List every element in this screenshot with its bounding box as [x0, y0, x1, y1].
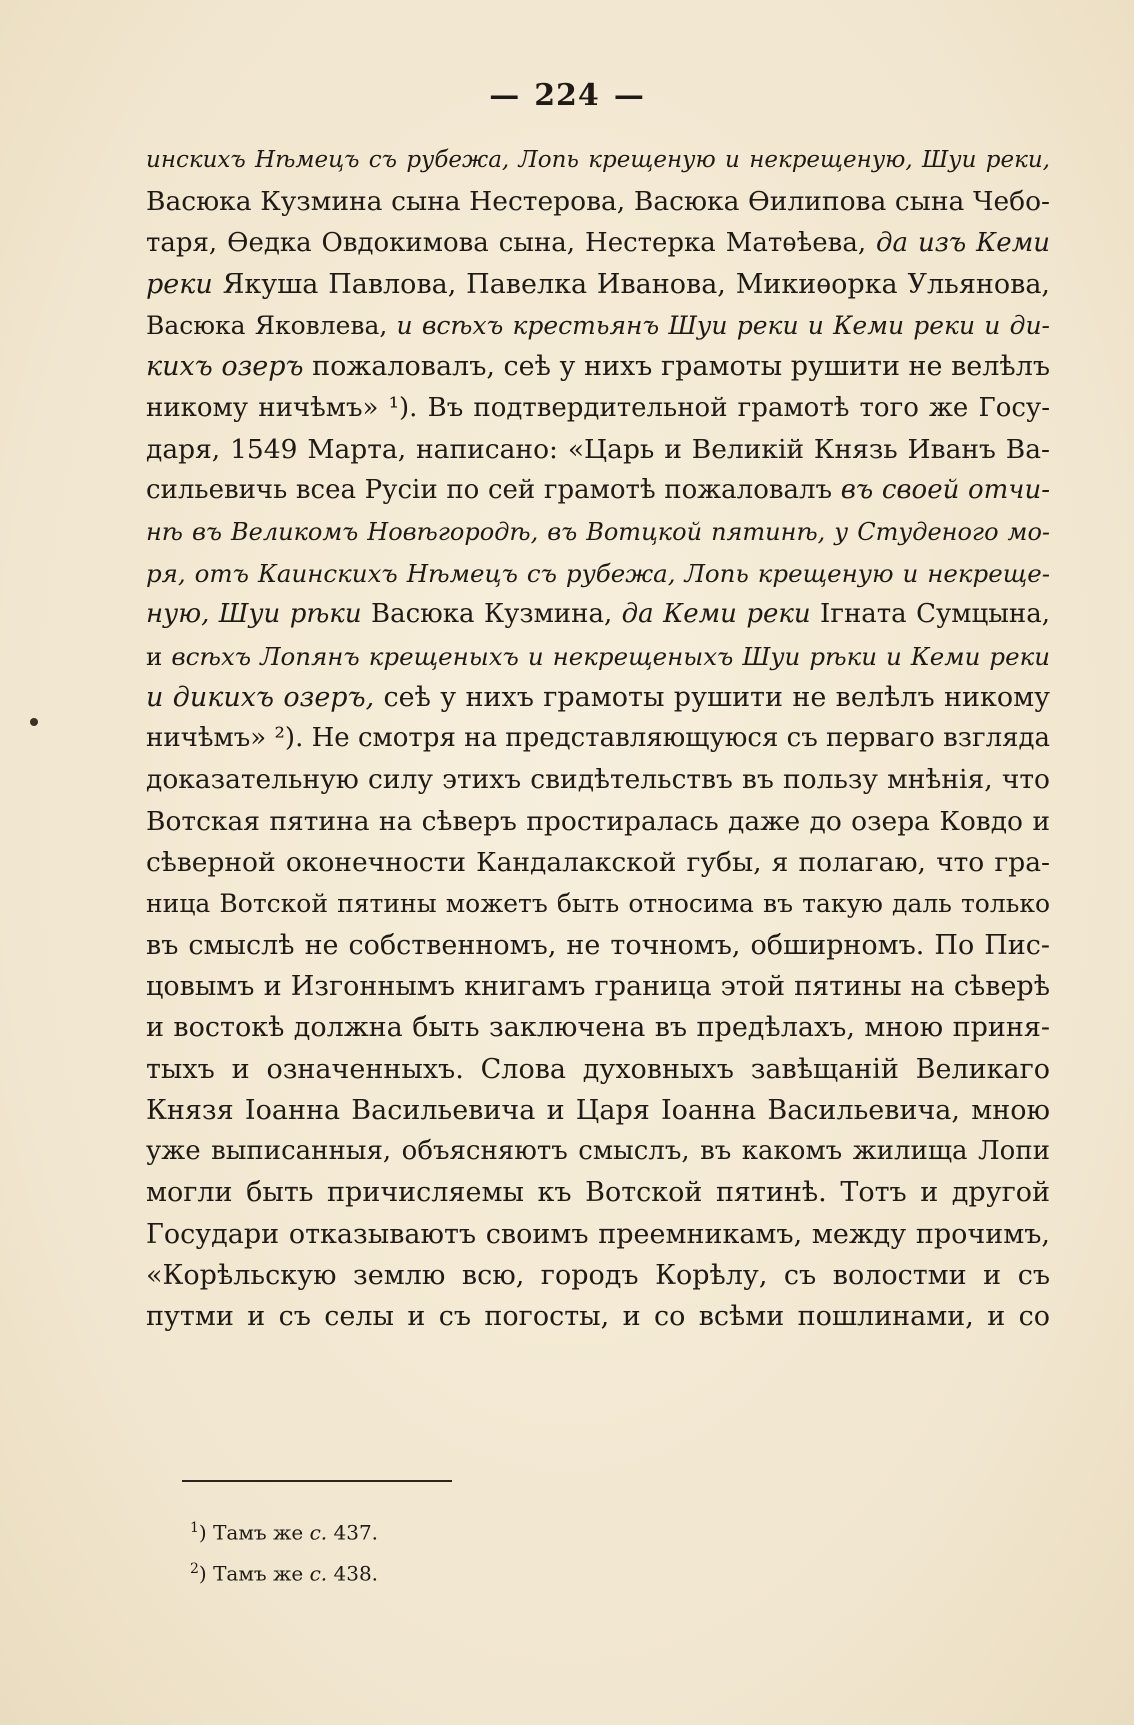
italic-text: инскихъ Нѣмецъ съ рубежа, Лопь крещеную и некрещеную, Шуи реки,	[146, 147, 1050, 173]
text-line	[146, 346, 1050, 387]
text-line	[146, 264, 1050, 305]
text-line	[146, 470, 1050, 511]
text-line	[146, 966, 1050, 1007]
text-segment: Князя Іоанна Васильевича и Царя Іоанна Васильевича, мною	[146, 1094, 1050, 1126]
text-line	[146, 594, 1050, 635]
text-line	[146, 1172, 1050, 1213]
text-line	[146, 223, 1050, 264]
text-segment: ничѣмъ» ²). Не смотря на представляющуюся съ перваго взгляда	[146, 723, 1050, 754]
text-segment: Вотская пятина на сѣверъ простиралась даже до озера Ковдо и	[146, 805, 1050, 837]
text-line	[146, 925, 1050, 966]
text-line	[146, 429, 1050, 470]
dash-left: —	[489, 78, 521, 113]
text-line	[146, 718, 1050, 759]
footnote-divider	[182, 1480, 452, 1482]
text-line	[146, 636, 1050, 677]
text-segment: въ смыслѣ не собственномъ, не точномъ, обширномъ. По Пис-	[146, 929, 1050, 961]
text-line	[146, 305, 1050, 346]
text-segment: цовымъ и Изгоннымъ книгамъ граница этой пятины на сѣверѣ	[146, 970, 1050, 1002]
text-line	[146, 883, 1050, 924]
text-segment: Васюка Яковлева,	[146, 311, 397, 341]
text-segment: ница Вотской пятины можетъ быть относима въ такую даль только	[146, 889, 1050, 919]
text-segment: Ігната Сумцына,	[810, 599, 1050, 630]
text-segment: Васюка Кузмина,	[361, 599, 622, 630]
text-segment: пожаловалъ, сеѣ у нихъ грамоты рушити не велѣлъ	[303, 351, 1050, 383]
page-number: 224	[534, 78, 600, 113]
italic-text: и всѣхъ крестьянъ Шуи реки и Кеми реки и ди-	[396, 311, 1050, 341]
text-segment: путми и съ селы и съ погосты, и со всѣми пошлинами, и со	[146, 1301, 1050, 1333]
footnote-text: ) Тамъ же	[198, 1561, 310, 1586]
text-segment: таря, Ѳедка Овдокимова сына, Нестерка Матѳѣева,	[146, 227, 877, 258]
footnote-mark: 2	[190, 1560, 199, 1577]
text-line	[146, 842, 1050, 883]
text-line	[146, 1255, 1050, 1296]
text-segment: даря, 1549 Марта, написано: «Царь и Великій Князь Иванъ Ва-	[146, 434, 1050, 466]
text-line	[146, 553, 1050, 594]
text-line	[146, 512, 1050, 553]
italic-text: и дикихъ озеръ,	[146, 681, 375, 713]
page-header	[0, 78, 1134, 113]
italic-text: кихъ озеръ	[146, 351, 304, 383]
footnote-page: 437.	[327, 1520, 379, 1545]
dash-right: —	[613, 78, 645, 113]
footnotes	[190, 1510, 378, 1591]
text-line	[146, 1090, 1050, 1131]
text-segment: Васюка Кузмина сына Нестерова, Васюка Ѳилипова сына Чебо-	[146, 186, 1050, 218]
text-line	[146, 1296, 1050, 1337]
italic-text: нѣ въ Великомъ Новѣгородѣ, въ Вотцкой пятинѣ, у Студеного мо-	[146, 517, 1050, 546]
footnote-text: ) Тамъ же	[198, 1520, 310, 1545]
text-segment: сеѣ у нихъ грамоты рушити не велѣлъ никому	[374, 681, 1050, 713]
text-segment: Государи отказываютъ своимъ преемникамъ, между прочимъ,	[146, 1218, 1050, 1250]
text-segment: «Корѣльскую землю всю, городъ Корѣлу, съ волостми и съ	[146, 1260, 1050, 1292]
text-line	[146, 1049, 1050, 1090]
italic-text: ря, отъ Каинскихъ Нѣмецъ съ рубежа, Лопь крещеную и некреще-	[146, 558, 1050, 588]
text-line	[146, 181, 1050, 222]
text-line	[146, 677, 1050, 718]
text-segment: доказательную силу этихъ свидѣтельствъ въ пользу мнѣнія, что	[146, 764, 1050, 796]
text-segment: сильевичь всеа Русіи по сей грамотѣ пожаловалъ	[146, 475, 841, 506]
text-line	[146, 1007, 1050, 1048]
body-text	[146, 140, 1050, 1338]
text-segment: уже выписанныя, объясняютъ смыслъ, въ какомъ жилища Лопи	[146, 1136, 1050, 1167]
ink-speck	[30, 718, 38, 726]
footnote-page: 438.	[327, 1561, 379, 1586]
footnote	[190, 1551, 378, 1592]
footnote-italic: с.	[309, 1520, 328, 1545]
italic-text: въ своей отчи-	[840, 475, 1050, 506]
text-segment: сѣверной оконечности Кандалакской губы, я полагаю, что гра-	[146, 847, 1050, 879]
text-line	[146, 140, 1050, 181]
italic-text: реки	[146, 268, 213, 300]
text-segment: и востокѣ должна быть заключена въ предѣлахъ, мною приня-	[146, 1012, 1050, 1044]
footnote-mark: 1	[190, 1520, 199, 1536]
text-segment: и	[146, 641, 172, 671]
footnote-italic: с.	[309, 1561, 328, 1586]
text-segment: никому ничѣмъ» ¹). Въ подтвердительной грамотѣ того же Госу-	[146, 392, 1050, 423]
footnote	[190, 1510, 378, 1551]
text-line	[146, 801, 1050, 842]
italic-text: всѣхъ Лопянъ крещеныхъ и некрещеныхъ Шуи рѣки и Кеми реки	[171, 641, 1050, 671]
text-line	[146, 759, 1050, 800]
italic-text: ную, Шуи рѣки	[146, 599, 362, 630]
text-segment: тыхъ и означенныхъ. Слова духовныхъ завѣщаній Великаго	[146, 1053, 1050, 1085]
text-line	[146, 388, 1050, 429]
italic-text: да изъ Кеми	[876, 227, 1050, 258]
text-line	[146, 1131, 1050, 1172]
text-segment: Якуша Павлова, Павелка Иванова, Микиѳорка Ульянова,	[212, 268, 1050, 300]
italic-text: да Кеми реки	[621, 599, 811, 630]
text-segment: могли быть причисляемы къ Вотской пятинѣ. Тотъ и другой	[146, 1177, 1050, 1209]
text-line	[146, 1214, 1050, 1255]
